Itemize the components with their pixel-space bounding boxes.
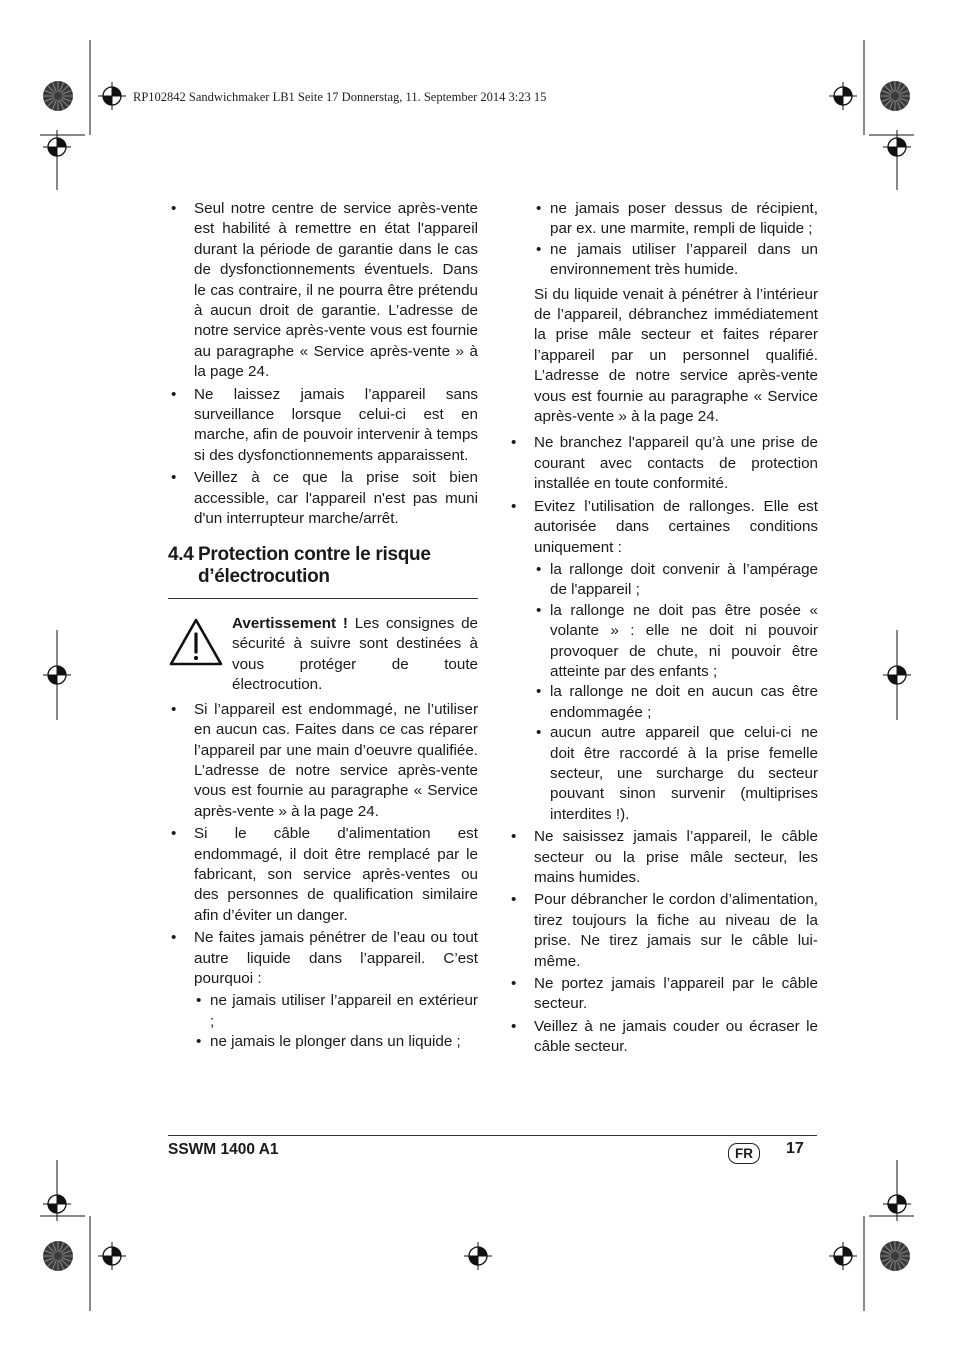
list-item: • Pour débrancher le cordon d’alimentation, tirez toujours la fiche au niveau de la prise. Ne tirez jamais sur le câble lui-même. [508, 890, 818, 972]
list-item: • Ne portez jamais l’appareil par le câble secteur. [508, 974, 818, 1015]
warning-body: Les consignes de sécurité à suivre sont destinées à vous protéger de toute électrocution. [232, 614, 478, 693]
list-item: • Veillez à ne jamais couder ou écraser le câble secteur. [508, 1017, 818, 1058]
section-title-line1: Protection contre le risque [198, 543, 431, 565]
sub-list-item: • la rallonge doit convenir à l’ampérage de l'appareil ; [534, 560, 818, 601]
sub-list-item: • ne jamais le plonger dans un liquide ; [194, 1032, 478, 1052]
section-heading [168, 544, 478, 599]
list-item: • Ne faites jamais pénétrer de l’eau ou tout autre liquide dans l’appareil. C’est pourquoi : [168, 928, 478, 989]
sub-list-item: • ne jamais utiliser l’appareil en extérieur ; [194, 991, 478, 1032]
section-title-line2: d’électrocution [198, 565, 330, 587]
list-item: • Ne saisissez jamais l’appareil, le câble secteur ou la prise mâle secteur, les mains humides. [508, 827, 818, 888]
paragraph: Si du liquide venait à pénétrer à l’intérieur de l’appareil, débranchez immédiatement la prise mâle secteur et faites réparer l’appareil par un personnel qualifié. L’adresse de notre service après-vente vous est fournie au paragraphe « Service après-vente » à la page 24. [534, 285, 818, 426]
list-item: • Ne laissez jamais l’appareil sans surveillance lorsque celui-ci est en marche, afin de pouvoir intervenir à temps si des dysfonctionnements apparaissent. [168, 385, 478, 467]
sub-list-item: • aucun autre appareil que celui-ci ne doit être raccordé à la prise femelle secteur, une surcharge du secteur pouvant sinon survenir (multiprises interdites !). [534, 723, 818, 825]
warning-triangle-icon [168, 617, 224, 667]
sub-list-item: • la rallonge ne doit pas être posée « volante » : elle ne doit ni pouvoir provoquer de chute, ni pouvoir être atteinte par des enfants ; [534, 601, 818, 683]
right-column [508, 199, 818, 1060]
list-item: • Evitez l’utilisation de rallonges. Elle est autorisée dans certaines conditions uniquement : [508, 497, 818, 558]
list-item: • Seul notre centre de service après-vente est habilité à remettre en état l'appareil durant la période de garantie dans le cas de dysfonctionnements éventuels. Dans le cas contraire, il ne pourra être prétendu à aucun droit de garantie. L’adresse de notre service après-vente vous est fournie au paragraphe « Service après-vente » à la page 24. [168, 199, 478, 383]
sub-list-item: • la rallonge ne doit en aucun cas être endommagée ; [534, 682, 818, 723]
warning-title: Avertissement ! [232, 614, 348, 632]
list-item: • Si l’appareil est endommagé, ne l’utiliser en aucun cas. Faites dans ce cas réparer l’appareil par une main d’oeuvre qualifiée. L’adresse de notre service après-vente vous est fournie au paragraphe « Service après-vente » à la page 24. [168, 700, 478, 822]
list-item: • Veillez à ce que la prise soit bien accessible, car l'appareil n'est pas muni d'un interrupteur marche/arrêt. [168, 468, 478, 529]
list-item: • Si le câble d'alimentation est endommagé, il doit être remplacé par le fabricant, son service après-ventes ou des personnes de qualification similaire afin d’éviter un danger. [168, 824, 478, 926]
list-item: • Ne branchez l'appareil qu’à une prise de courant avec contacts de protection installée en toute conformité. [508, 433, 818, 494]
page-number: 17 [786, 1140, 804, 1157]
footer-divider [168, 1135, 817, 1136]
print-header: RP102842 Sandwichmaker LB1 Seite 17 Donnerstag, 11. September 2014 3:23 15 [133, 90, 547, 104]
sub-list-item: • ne jamais utiliser l’appareil dans un environnement très humide. [534, 240, 818, 281]
footer-model: SSWM 1400 A1 [168, 1141, 279, 1158]
sub-list-item: • ne jamais poser dessus de récipient, par ex. une marmite, rempli de liquide ; [534, 199, 818, 240]
section-number: 4.4 [168, 543, 194, 565]
warning-box [168, 614, 478, 698]
language-badge: FR [728, 1143, 760, 1164]
left-column [168, 199, 478, 1053]
